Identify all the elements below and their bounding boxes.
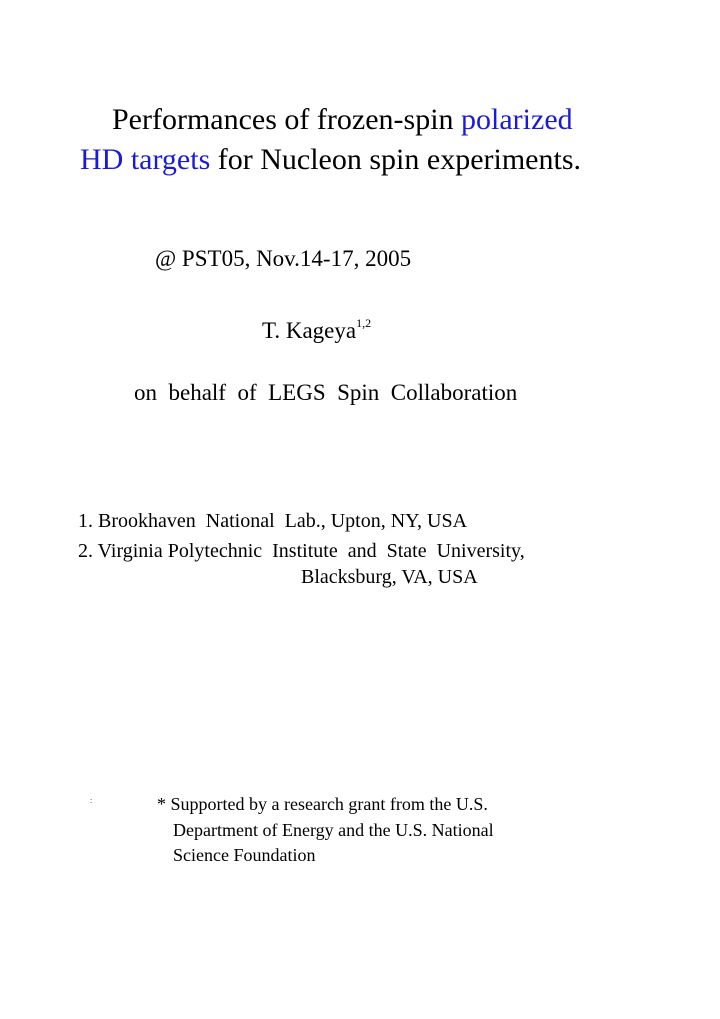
- affiliation-1: 1. Brookhaven National Lab., Upton, NY, USA: [78, 510, 468, 532]
- title-text-1: Performances of frozen-spin: [112, 103, 462, 136]
- affiliation-2-location: Blacksburg, VA, USA: [301, 566, 478, 588]
- author: [262, 318, 371, 344]
- footnote-line-1: * Supported by a research grant from the U.S.: [157, 794, 488, 814]
- title-line-2: [80, 140, 680, 180]
- affiliation-2: 2. Virginia Polytechnic Institute and State University,: [78, 540, 525, 562]
- event-info: @ PST05, Nov.14-17, 2005: [155, 246, 412, 271]
- author-affiliation-marks: 1,2: [356, 316, 372, 330]
- title-highlight-2: HD targets: [80, 143, 211, 176]
- footnote-line-3: Science Foundation: [173, 845, 316, 865]
- collaboration: on behalf of LEGS Spin Collaboration: [134, 380, 518, 405]
- title-highlight-1: polarized: [461, 103, 573, 136]
- title-text-2: for Nucleon spin experiments.: [210, 143, 582, 176]
- footnote-line-2: Department of Energy and the U.S. National: [173, 820, 494, 840]
- author-name: T. Kageya: [262, 318, 357, 343]
- footnote-mark: :: [90, 796, 93, 805]
- title-line-1: [112, 100, 712, 140]
